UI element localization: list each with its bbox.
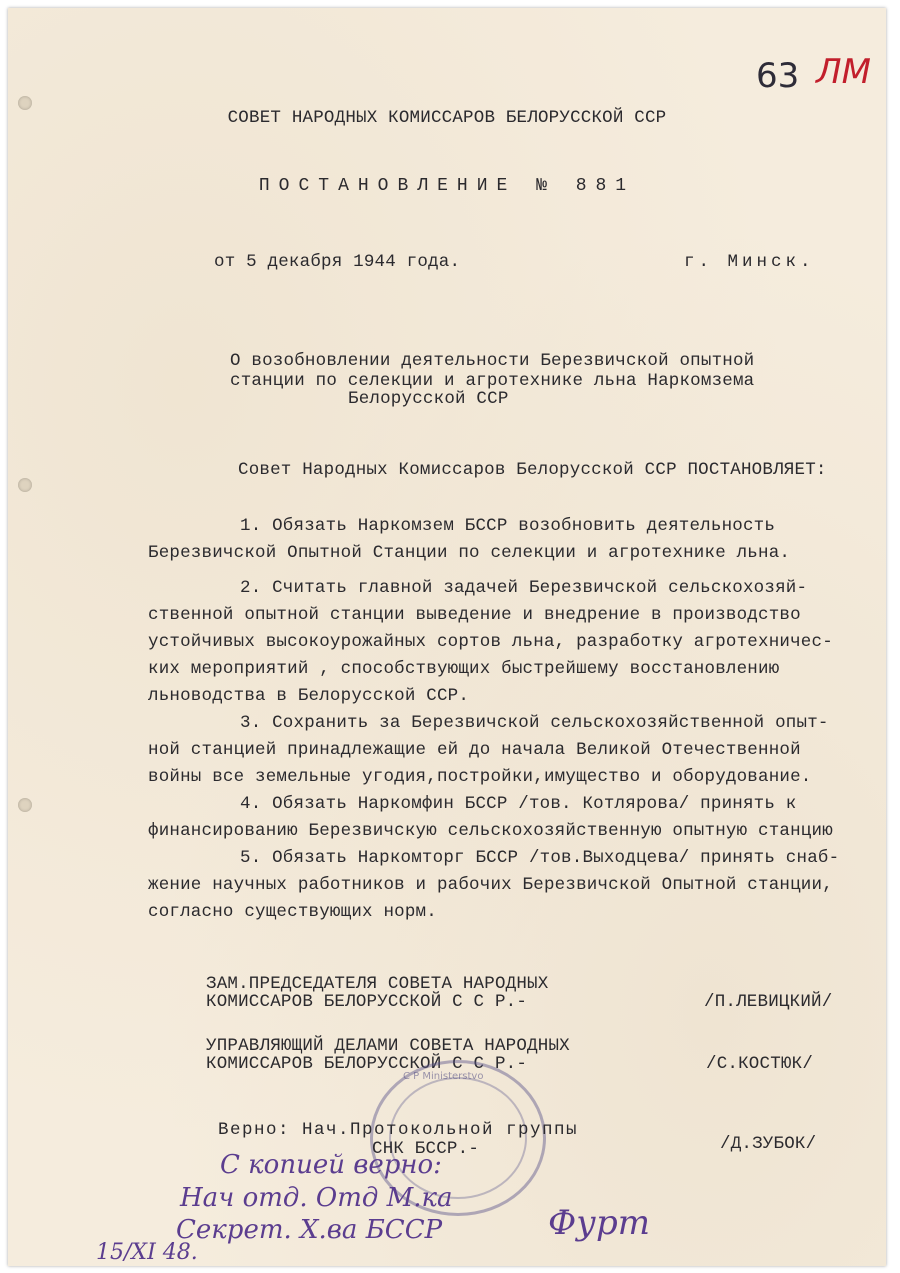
signature-title: ЗАМ.ПРЕДСЕДАТЕЛЯ СОВЕТА НАРОДНЫХ <box>206 974 549 994</box>
body-line: Березвичской Опытной Станции по селекции и агротехнике льна. <box>148 543 791 563</box>
punch-hole <box>18 478 32 492</box>
seal-text: С Р Ministerstvo <box>403 1071 484 1082</box>
body-line: 3. Сохранить за Березвичской сельскохозяйственной опыт- <box>240 713 829 733</box>
signature-title: КОМИССАРОВ БЕЛОРУССКОЙ С С Р.- <box>206 1054 528 1074</box>
preamble: Совет Народных Комиссаров Белорусской ССР ПОСТАНОВЛЯЕТ: <box>238 460 827 480</box>
signature-title: КОМИССАРОВ БЕЛОРУССКОЙ С С Р.- <box>206 992 528 1012</box>
punch-hole <box>18 798 32 812</box>
body-line: жение научных работников и рабочих Березвичской Опытной станции, <box>148 875 833 895</box>
certification-title: Верно: Нач.Протокольной группы <box>218 1120 579 1140</box>
signature-name: /П.ЛЕВИЦКИЙ/ <box>704 992 833 1012</box>
body-line: ких мероприятий , способствующих быстрейшему восстановлению <box>148 659 780 679</box>
document-page <box>8 8 886 1266</box>
document-type: ПОСТАНОВЛЕНИЕ № 881 <box>258 176 636 196</box>
org-name: СОВЕТ НАРОДНЫХ КОМИССАРОВ БЕЛОРУССКОЙ ССР <box>227 108 667 128</box>
archive-red-mark: ЛМ <box>816 52 871 92</box>
body-line: устойчивых высокоурожайных сортов льна, разработку агротехничес- <box>148 632 833 652</box>
body-line: финансированию Березвичскую сельскохозяйственную опытную станцию <box>148 821 833 841</box>
body-line: войны все земельные угодия,постройки,имущество и оборудование. <box>148 767 812 787</box>
body-line: 2. Считать главной задачей Березвичской сельскохозяй- <box>240 578 808 598</box>
handwritten-note: Секрет. Х.ва БССР <box>176 1215 443 1245</box>
handwritten-date: 15/XI 48. <box>96 1240 198 1265</box>
handwritten-note: Нач отд. Отд М.ка <box>180 1183 453 1213</box>
archive-page-number: 63 <box>756 56 800 96</box>
document-date: от 5 декабря 1944 года. <box>214 252 461 272</box>
body-line: ной станцией принадлежащие ей до начала Великой Отечественной <box>148 740 801 760</box>
body-line: 5. Обязать Наркомторг БССР /тов.Выходцева/ принять снаб- <box>240 848 840 868</box>
document-place: г. Минск. <box>684 252 815 272</box>
body-line: 1. Обязать Наркомзем БССР возобновить деятельность <box>240 516 776 536</box>
signature-title: УПРАВЛЯЮЩИЙ ДЕЛАМИ СОВЕТА НАРОДНЫХ <box>206 1036 570 1056</box>
body-line: ственной опытной станции выведение и внедрение в производство <box>148 605 801 625</box>
handwritten-note: С копией верно: <box>220 1150 442 1180</box>
signature-name: /Д.ЗУБОК/ <box>720 1134 817 1154</box>
body-line: 4. Обязать Наркомфин БССР /тов. Котлярова/ принять к <box>240 794 797 814</box>
body-line: согласно существующих норм. <box>148 902 437 922</box>
title-line: станции по селекции и агротехнике льна Наркомзема <box>230 371 755 391</box>
signature-name: /С.КОСТЮК/ <box>706 1054 814 1074</box>
handwritten-signature: Фурт <box>548 1203 650 1243</box>
body-line: льноводства в Белорусской ССР. <box>148 686 470 706</box>
title-line: О возобновлении деятельности Березвичской опытной <box>230 351 755 371</box>
certification-title: СНК БССР.- <box>372 1139 480 1159</box>
title-line: Белорусской ССР <box>348 389 509 409</box>
